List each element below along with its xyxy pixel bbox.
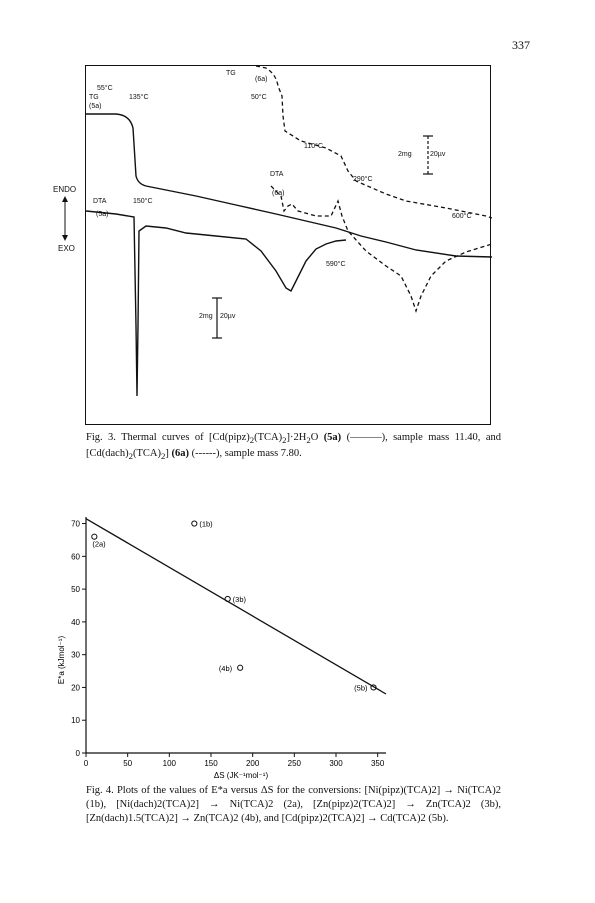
figure-4-fit-line — [86, 519, 386, 694]
x-tick-label: 250 — [287, 759, 302, 768]
figure-4-ticks — [71, 520, 385, 768]
label-135c: 135°C — [129, 94, 149, 101]
figure-3-frame — [85, 65, 491, 425]
x-tick-label: 100 — [162, 759, 177, 768]
figure-4-points — [92, 520, 376, 693]
y-tick-label: 10 — [71, 716, 80, 726]
label-tag-5a: (5a) — [89, 103, 102, 110]
dta-curve-5a — [86, 211, 346, 396]
data-point — [238, 665, 243, 670]
label-290c: 290°C — [353, 176, 373, 183]
y-tick-label: 30 — [71, 650, 80, 660]
data-point — [192, 521, 197, 526]
scale1-uv: 20µv — [220, 313, 236, 320]
label-tag-6a: (6a) — [255, 76, 268, 83]
label-50c: 50°C — [251, 94, 267, 101]
y-tick-label: 20 — [71, 683, 80, 693]
figure-4-ylabel: E*a (kJmol⁻¹) — [57, 635, 66, 685]
figure-3-plot — [86, 66, 492, 426]
point-label: (1b) — [199, 519, 213, 529]
figure-4-xlabel: ΔS (JK⁻¹mol⁻¹) — [213, 771, 269, 780]
label-tg-6a: TG — [226, 70, 236, 77]
x-tick-label: 50 — [123, 759, 133, 768]
x-tick-label: 0 — [83, 759, 89, 768]
label-110c: 110°C — [304, 143, 324, 150]
label-tg-5a: TG — [89, 94, 99, 101]
point-label: (5b) — [354, 683, 368, 693]
figure-4-axes — [86, 517, 386, 753]
label-55c: 55°C — [97, 85, 113, 92]
figure-4-chart — [50, 505, 410, 783]
y-tick-label: 0 — [75, 749, 80, 758]
page-number: 337 — [512, 38, 530, 52]
exo-label: EXO — [58, 244, 75, 253]
label-150c: 150°C — [133, 198, 153, 205]
y-tick-label: 60 — [71, 552, 80, 562]
y-tick-label: 70 — [71, 519, 80, 529]
figure-3-caption: Fig. 3. Thermal curves of $[Cd(pipz)_2(TCA)_2]\cdot 2H_2O$ (5a) (———), sample mass 11.40, and $[Cd(dach)_2(TCA)_2]$ (6a) (------), sample mass 7.80. — [86, 432, 501, 462]
scale2-mg: 2mg — [398, 151, 412, 158]
label-dtag-5a: (5a) — [96, 211, 109, 218]
label-600c: 600°C — [452, 213, 472, 220]
endo-exo-arrow — [61, 196, 69, 241]
y-tick-label: 40 — [71, 617, 80, 627]
label-dta-6a: DTA — [270, 171, 284, 178]
figure-4-caption: Fig. 4. Plots of the values of E*a versus ΔS for the conversions: [Ni(pipz)(TCA)2] → Ni(TCA)2 (1b), [Ni(dach)2(TCA)2] → Ni(TCA)2 (2a), [Zn(pipz)2(TCA)2] → Zn(TCA)2 (3b), [Zn(dach)1.5(TCA)2] → Zn(TCA)2 (4b), and [Cd(pipz)2(TCA)2] → Cd(TCA)2 (5b). — [86, 785, 501, 824]
point-label: (4b) — [218, 663, 233, 673]
scale2-uv: 20µv — [430, 151, 446, 158]
label-dta-5a: DTA — [93, 198, 107, 205]
data-point — [92, 534, 97, 539]
x-tick-label: 350 — [370, 759, 385, 768]
label-dtag-6a: (6a) — [272, 190, 285, 197]
point-label: (2a) — [92, 539, 106, 549]
x-tick-label: 300 — [329, 759, 343, 768]
x-tick-label: 200 — [245, 759, 260, 768]
regression-line — [86, 519, 386, 694]
endo-label: ENDO — [53, 185, 77, 194]
dta-curve-6a — [271, 186, 492, 311]
scale1-mg: 2mg — [199, 313, 213, 320]
tg-curve-6a — [256, 66, 492, 218]
y-tick-label: 50 — [71, 585, 80, 595]
x-tick-label: 150 — [204, 759, 218, 768]
point-label: (3b) — [232, 594, 247, 604]
label-590c: 590°C — [326, 261, 346, 268]
